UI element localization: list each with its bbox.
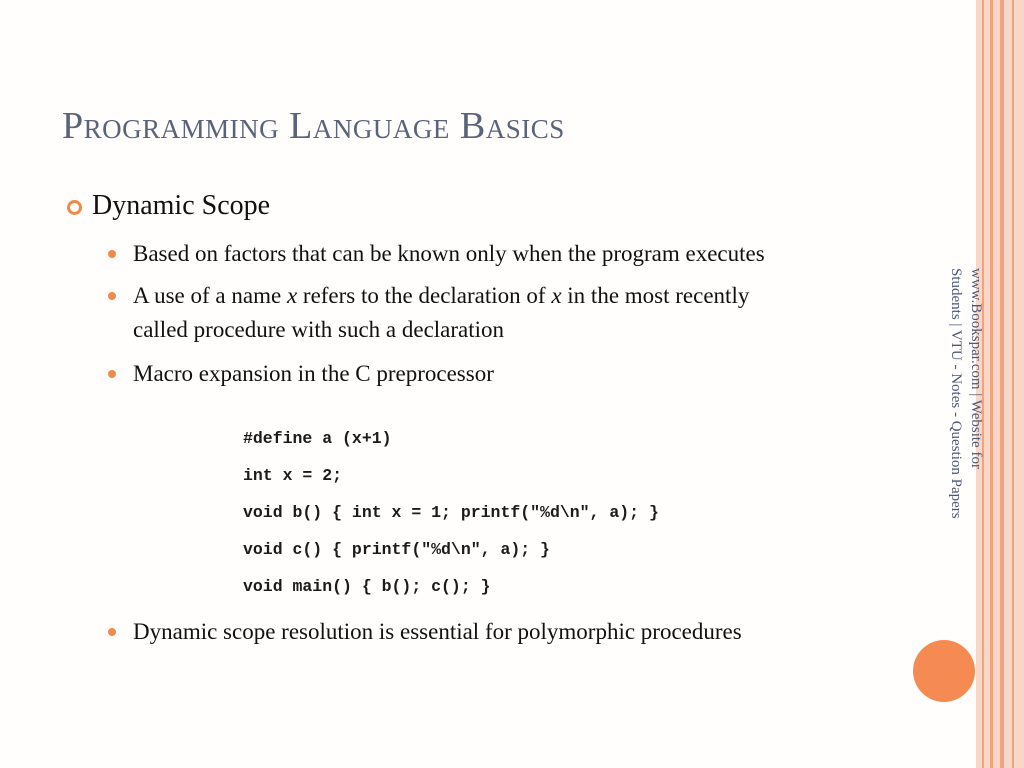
bullet-name-use: [133, 279, 749, 347]
code-line: void main() { b(); c(); }: [243, 577, 491, 596]
bullet-text: A use of a name: [133, 283, 287, 308]
bullet-text: in the most recently: [561, 283, 750, 308]
code-line: void b() { int x = 1; printf("%d\n", a); }: [243, 503, 659, 522]
decorative-circle: [913, 640, 975, 702]
bullet-dynamic-scope: Dynamic Scope: [92, 190, 271, 221]
bullet-text: refers to the declaration of: [297, 283, 552, 308]
code-line: int x = 2;: [243, 466, 343, 485]
bullet-text-line2: called procedure with such a declaration: [133, 317, 505, 342]
dot-bullet-icon: [108, 250, 116, 258]
decorative-stripe: [1000, 0, 1004, 768]
slide-title: Programming Language Basics: [62, 105, 565, 147]
dot-bullet-icon: [108, 628, 116, 636]
bullet-macro-expansion: Macro expansion in the C preprocessor: [133, 361, 494, 386]
decorative-stripe: [1012, 0, 1014, 768]
variable-x: x: [551, 283, 562, 308]
watermark-line: Students | VTU - Notes - Question Papers: [948, 268, 964, 519]
code-block: [243, 420, 659, 605]
code-line: #define a (x+1): [243, 429, 392, 448]
watermark-text: [946, 268, 986, 519]
code-line: void c() { printf("%d\n", a); }: [243, 540, 550, 559]
decorative-stripe: [990, 0, 993, 768]
dot-bullet-icon: [108, 370, 116, 378]
bullet-polymorphic: Dynamic scope resolution is essential for polymorphic procedures: [133, 619, 742, 644]
variable-x: x: [286, 283, 298, 308]
bullet-runtime-factors: Based on factors that can be known only when the program executes: [133, 241, 765, 266]
dot-bullet-icon: [108, 292, 116, 300]
watermark-line: www.Bookspar.com | Website for: [968, 268, 984, 469]
ring-bullet-icon: [67, 200, 82, 215]
